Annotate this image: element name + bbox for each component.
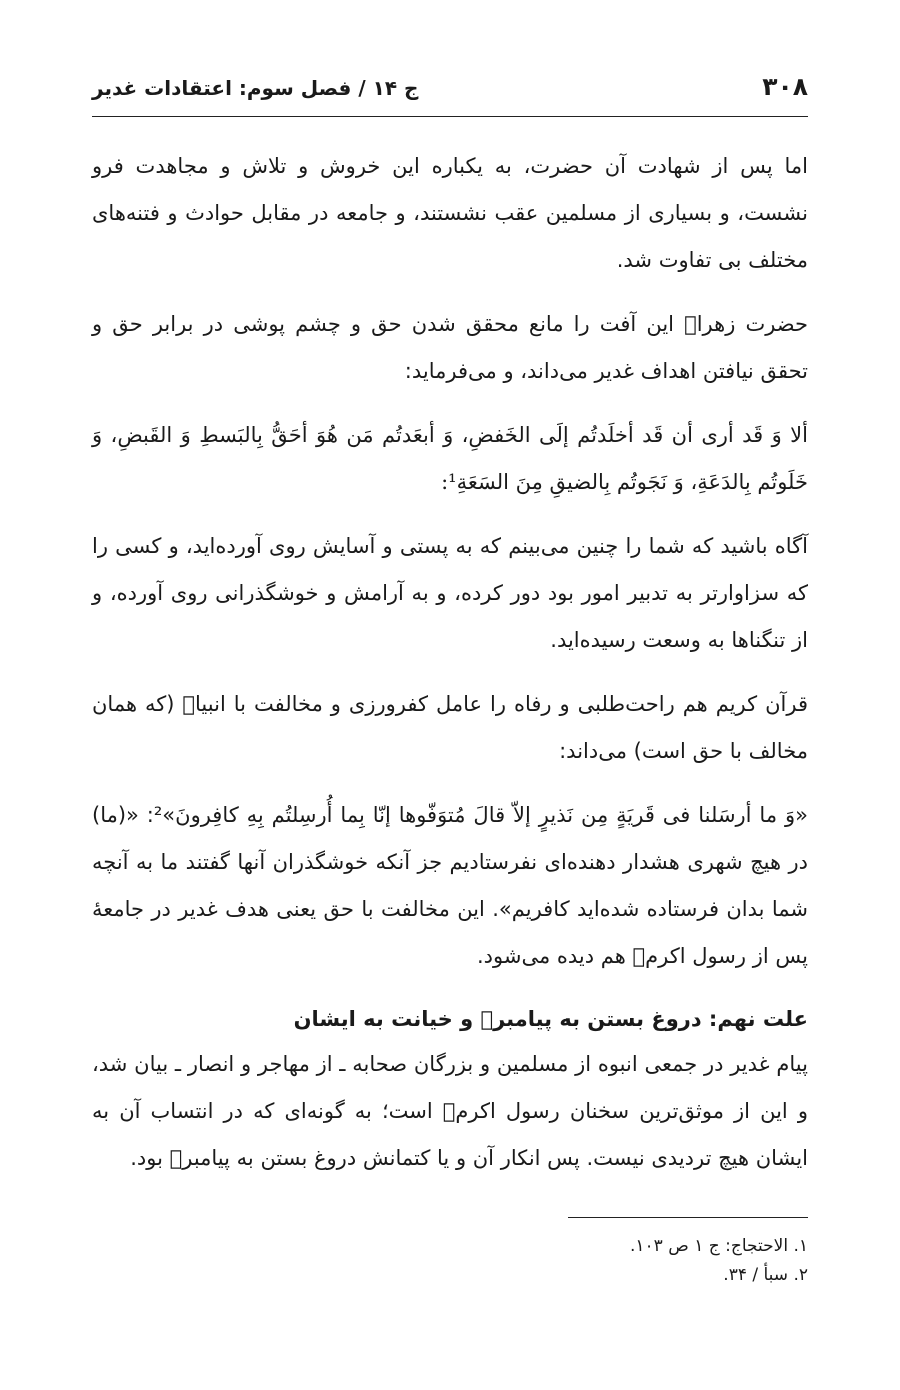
footnote-2: ۲. سبأ / ۳۴. (723, 1265, 808, 1285)
main-text (92, 143, 808, 1199)
arabic-quote: ألا وَ قَد أری أن قَد أخلَدتُم إلَی الخَفضِ، وَ أبعَدتُم مَن هُوَ أحَقُّ بِالبَسطِ وَ القَبضِ، وَ خَلَوتُم بِالدَعَةِ، وَ نَجَوتُم بِالضیقِ مِنَ السَعَةِ¹: (92, 423, 808, 494)
footnote-divider (568, 1217, 808, 1218)
footnotes (308, 1232, 808, 1290)
section-heading: علت نهم: دروغ بستن به پیامبرؐ و خیانت به ایشان (293, 1007, 808, 1031)
footnote-1: ۱. الاحتجاج: ج ۱ ص ۱۰۳. (630, 1236, 808, 1256)
paragraph: اما پس از شهادت آن حضرت، به یکباره این خروش و تلاش و مجاهدت فرو نشست، و بسیاری از مسلمین عقب نشستند، و جامعه در مقابل حوادث و فتنه‌های مختلف بی تفاوت شد. (92, 154, 808, 272)
paragraph: حضرت زهراؐ این آفت را مانع محقق شدن حق و چشم پوشی در برابر حق و تحقق نیافتن اهداف غدیر می‌داند، و می‌فرماید: (92, 312, 808, 383)
paragraph: «وَ ما أرسَلنا فی قَریَةٍ مِن نَذیرٍ إلاّ قالَ مُتوَفّوها إنّا بِما أُرسِلتُم بِهِ کافِرونَ»²: «(ما) در هیچ شهری هشدار دهنده‌ای نفرستادیم جز آنکه خوشگذران آنها گفتند ما به آنچه شما بدان فرستاده شده‌اید کافریم». این مخالفت با حق یعنی هدف غدیر در جامعهٔ پس از رسول اکرمؐ هم دیده می‌شود. (92, 803, 808, 968)
paragraph: آگاه باشید که شما را چنین می‌بینم که به پستی و آسایش روی آورده‌اید، و کسی را که سزاوارتر به تدبیر امور بود دور کرده، و به آرامش و خوشگذرانی روی آورده، و از تنگناها به وسعت رسیده‌اید. (92, 534, 808, 652)
page-header (92, 62, 808, 117)
page-number: ۳۰۸ (762, 72, 808, 101)
paragraph: قرآن کریم هم راحت‌طلبی و رفاه را عامل کفرورزی و مخالفت با انبیاؐ (که همان مخالف با حق است) می‌داند: (92, 692, 808, 763)
running-title: ج ۱۴ / فصل سوم: اعتقادات غدیر (92, 76, 419, 100)
paragraph: پیام غدیر در جمعی انبوه از مسلمین و بزرگان صحابه ـ از مهاجر و انصار ـ بیان شد، و این از موثق‌ترین سخنان رسول اکرمؐ است؛ به گونه‌ای که در انتساب آن به ایشان هیچ تردیدی نیست. پس انکار آن و یا کتمانش دروغ بستن به پیامبرؐ بود. (92, 1052, 808, 1170)
